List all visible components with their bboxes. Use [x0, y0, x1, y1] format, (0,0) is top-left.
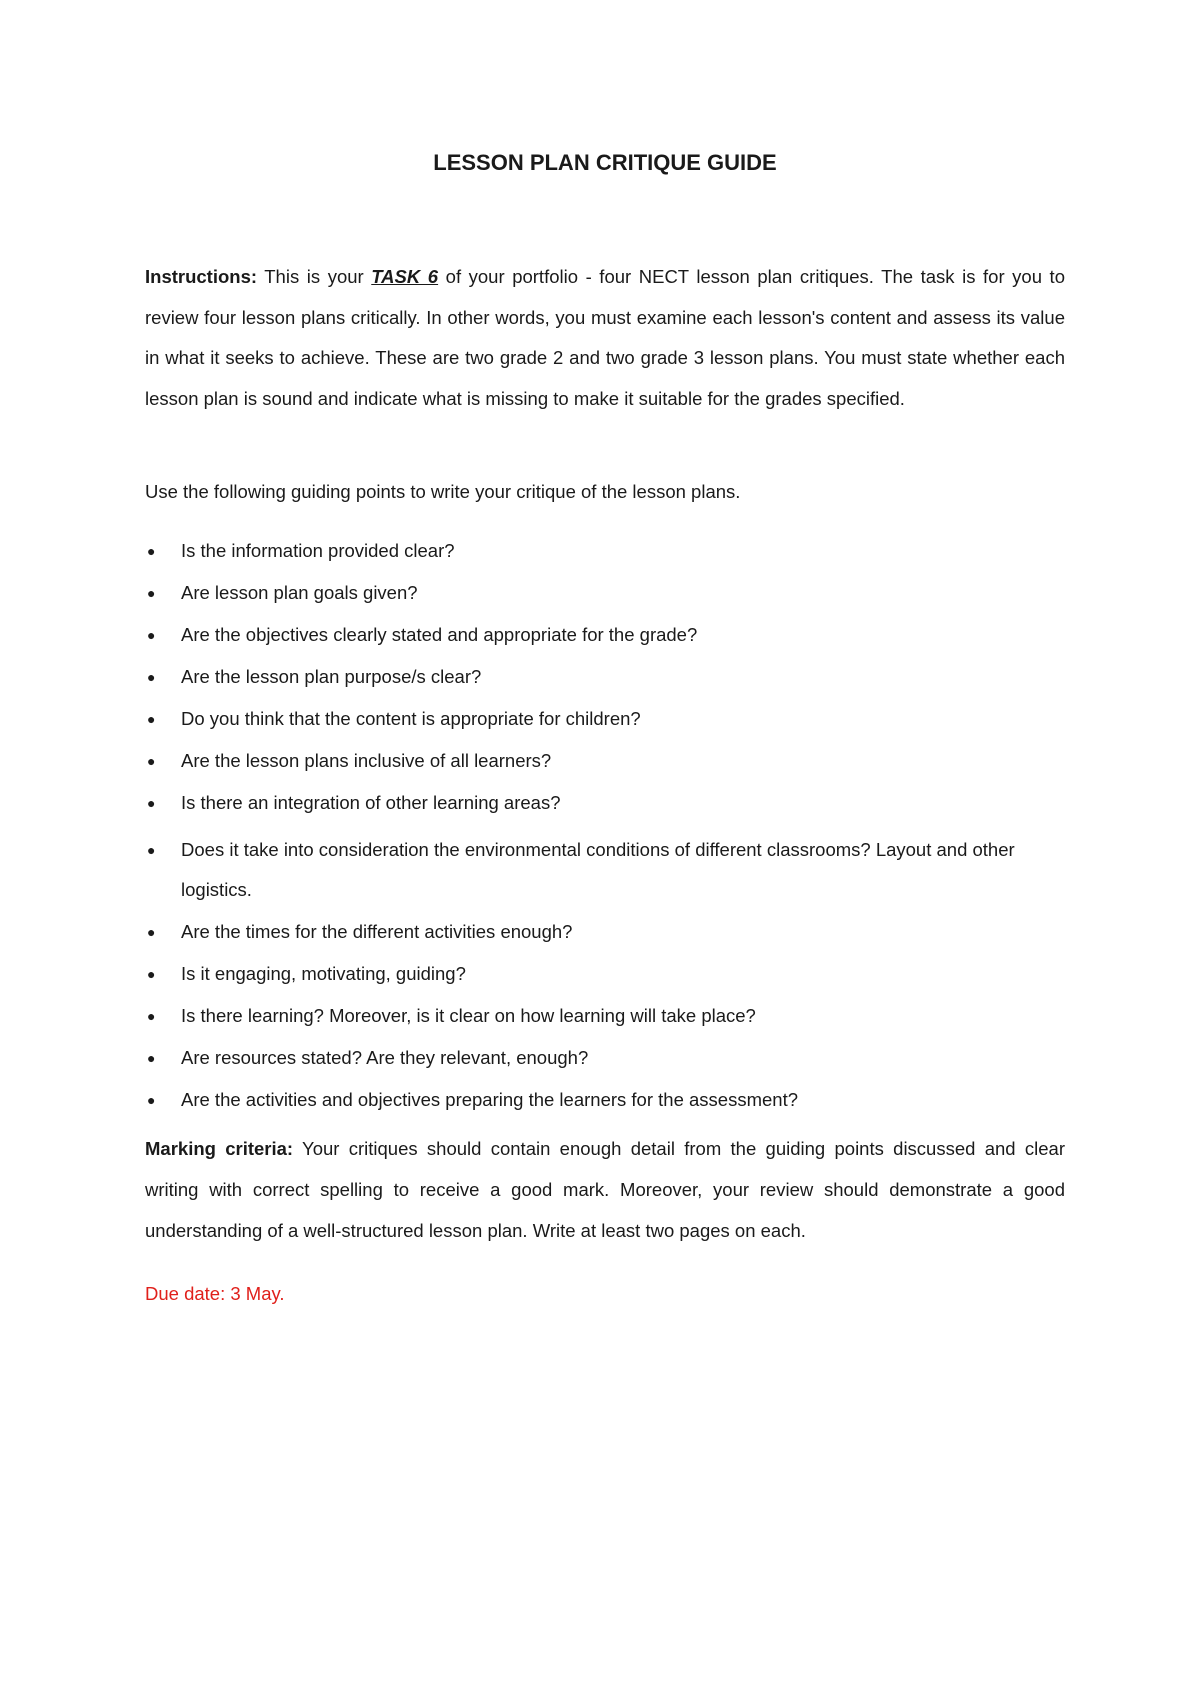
guiding-point	[145, 917, 1065, 947]
guiding-point	[145, 536, 1065, 566]
marking-criteria-paragraph	[145, 1128, 1065, 1251]
bullet-icon: ●	[147, 669, 156, 685]
bullet-icon: ●	[147, 1092, 156, 1108]
guiding-point	[145, 704, 1065, 734]
guiding-point	[145, 788, 1065, 818]
guiding-points-list	[145, 536, 1065, 1127]
guiding-point-text: Do you think that the content is appropriate for children?	[181, 708, 641, 729]
bullet-icon: ●	[147, 966, 156, 982]
bullet-icon: ●	[147, 795, 156, 811]
guiding-point	[145, 1085, 1065, 1115]
guiding-point	[145, 620, 1065, 650]
guiding-point-text: Is it engaging, motivating, guiding?	[181, 963, 466, 984]
instructions-paragraph	[145, 257, 1065, 419]
bullet-icon: ●	[147, 711, 156, 727]
marking-criteria-text: Your critiques should contain enough detail from the guiding points discussed and clear writing with correct spelling to receive a good mark. Moreover, your review should demonstrate a good understanding of a well-structured lesson plan. Write at least two pages on each.	[145, 1138, 1065, 1241]
guiding-point-text: Are resources stated? Are they relevant, enough?	[181, 1047, 589, 1068]
document-title: LESSON PLAN CRITIQUE GUIDE	[433, 150, 777, 175]
guiding-point-text: Does it take into consideration the environmental conditions of different classrooms? Layout and other logistics.	[181, 839, 1015, 900]
instructions-text-before-task: This is your	[257, 266, 372, 287]
guiding-point	[145, 746, 1065, 776]
guiding-point	[145, 1001, 1065, 1031]
guiding-point-text: Are the activities and objectives preparing the learners for the assessment?	[181, 1089, 798, 1110]
bullet-icon: ●	[147, 585, 156, 601]
bullet-icon: ●	[147, 842, 156, 858]
guiding-point	[145, 1043, 1065, 1073]
bullet-icon: ●	[147, 543, 156, 559]
instructions-text-after-task: of your portfolio - four NECT lesson plan critiques. The task is for you to review four lesson plans critically. In other words, you must examine each lesson's content and assess its value in what it seeks to achieve. These are two grade 2 and two grade 3 lesson plans. You must state whether each lesson plan is sound and indicate what is missing to make it suitable for the grades specified.	[145, 266, 1065, 409]
guiding-point	[145, 830, 1065, 910]
due-date: Due date: 3 May.	[145, 1283, 285, 1304]
bullet-icon: ●	[147, 924, 156, 940]
guiding-point	[145, 578, 1065, 608]
guiding-point-text: Are the lesson plan purpose/s clear?	[181, 666, 482, 687]
guiding-point-text: Are the lesson plans inclusive of all learners?	[181, 750, 552, 771]
bullet-icon: ●	[147, 753, 156, 769]
bullet-icon: ●	[147, 627, 156, 643]
guiding-point-text: Is there an integration of other learning areas?	[181, 792, 561, 813]
guiding-point	[145, 662, 1065, 692]
guiding-point-text: Is the information provided clear?	[181, 540, 455, 561]
bullet-icon: ●	[147, 1050, 156, 1066]
guiding-point	[145, 959, 1065, 989]
task-reference: TASK 6	[371, 266, 439, 287]
guiding-point-text: Are the objectives clearly stated and appropriate for the grade?	[181, 624, 698, 645]
guiding-point-text: Is there learning? Moreover, is it clear on how learning will take place?	[181, 1005, 756, 1026]
guiding-point-text: Are lesson plan goals given?	[181, 582, 418, 603]
marking-criteria-label: Marking criteria:	[145, 1138, 294, 1159]
bullet-icon: ●	[147, 1008, 156, 1024]
guiding-point-text: Are the times for the different activities enough?	[181, 921, 573, 942]
instructions-label: Instructions:	[145, 266, 258, 287]
guiding-points-intro: Use the following guiding points to write your critique of the lesson plans.	[145, 481, 741, 502]
